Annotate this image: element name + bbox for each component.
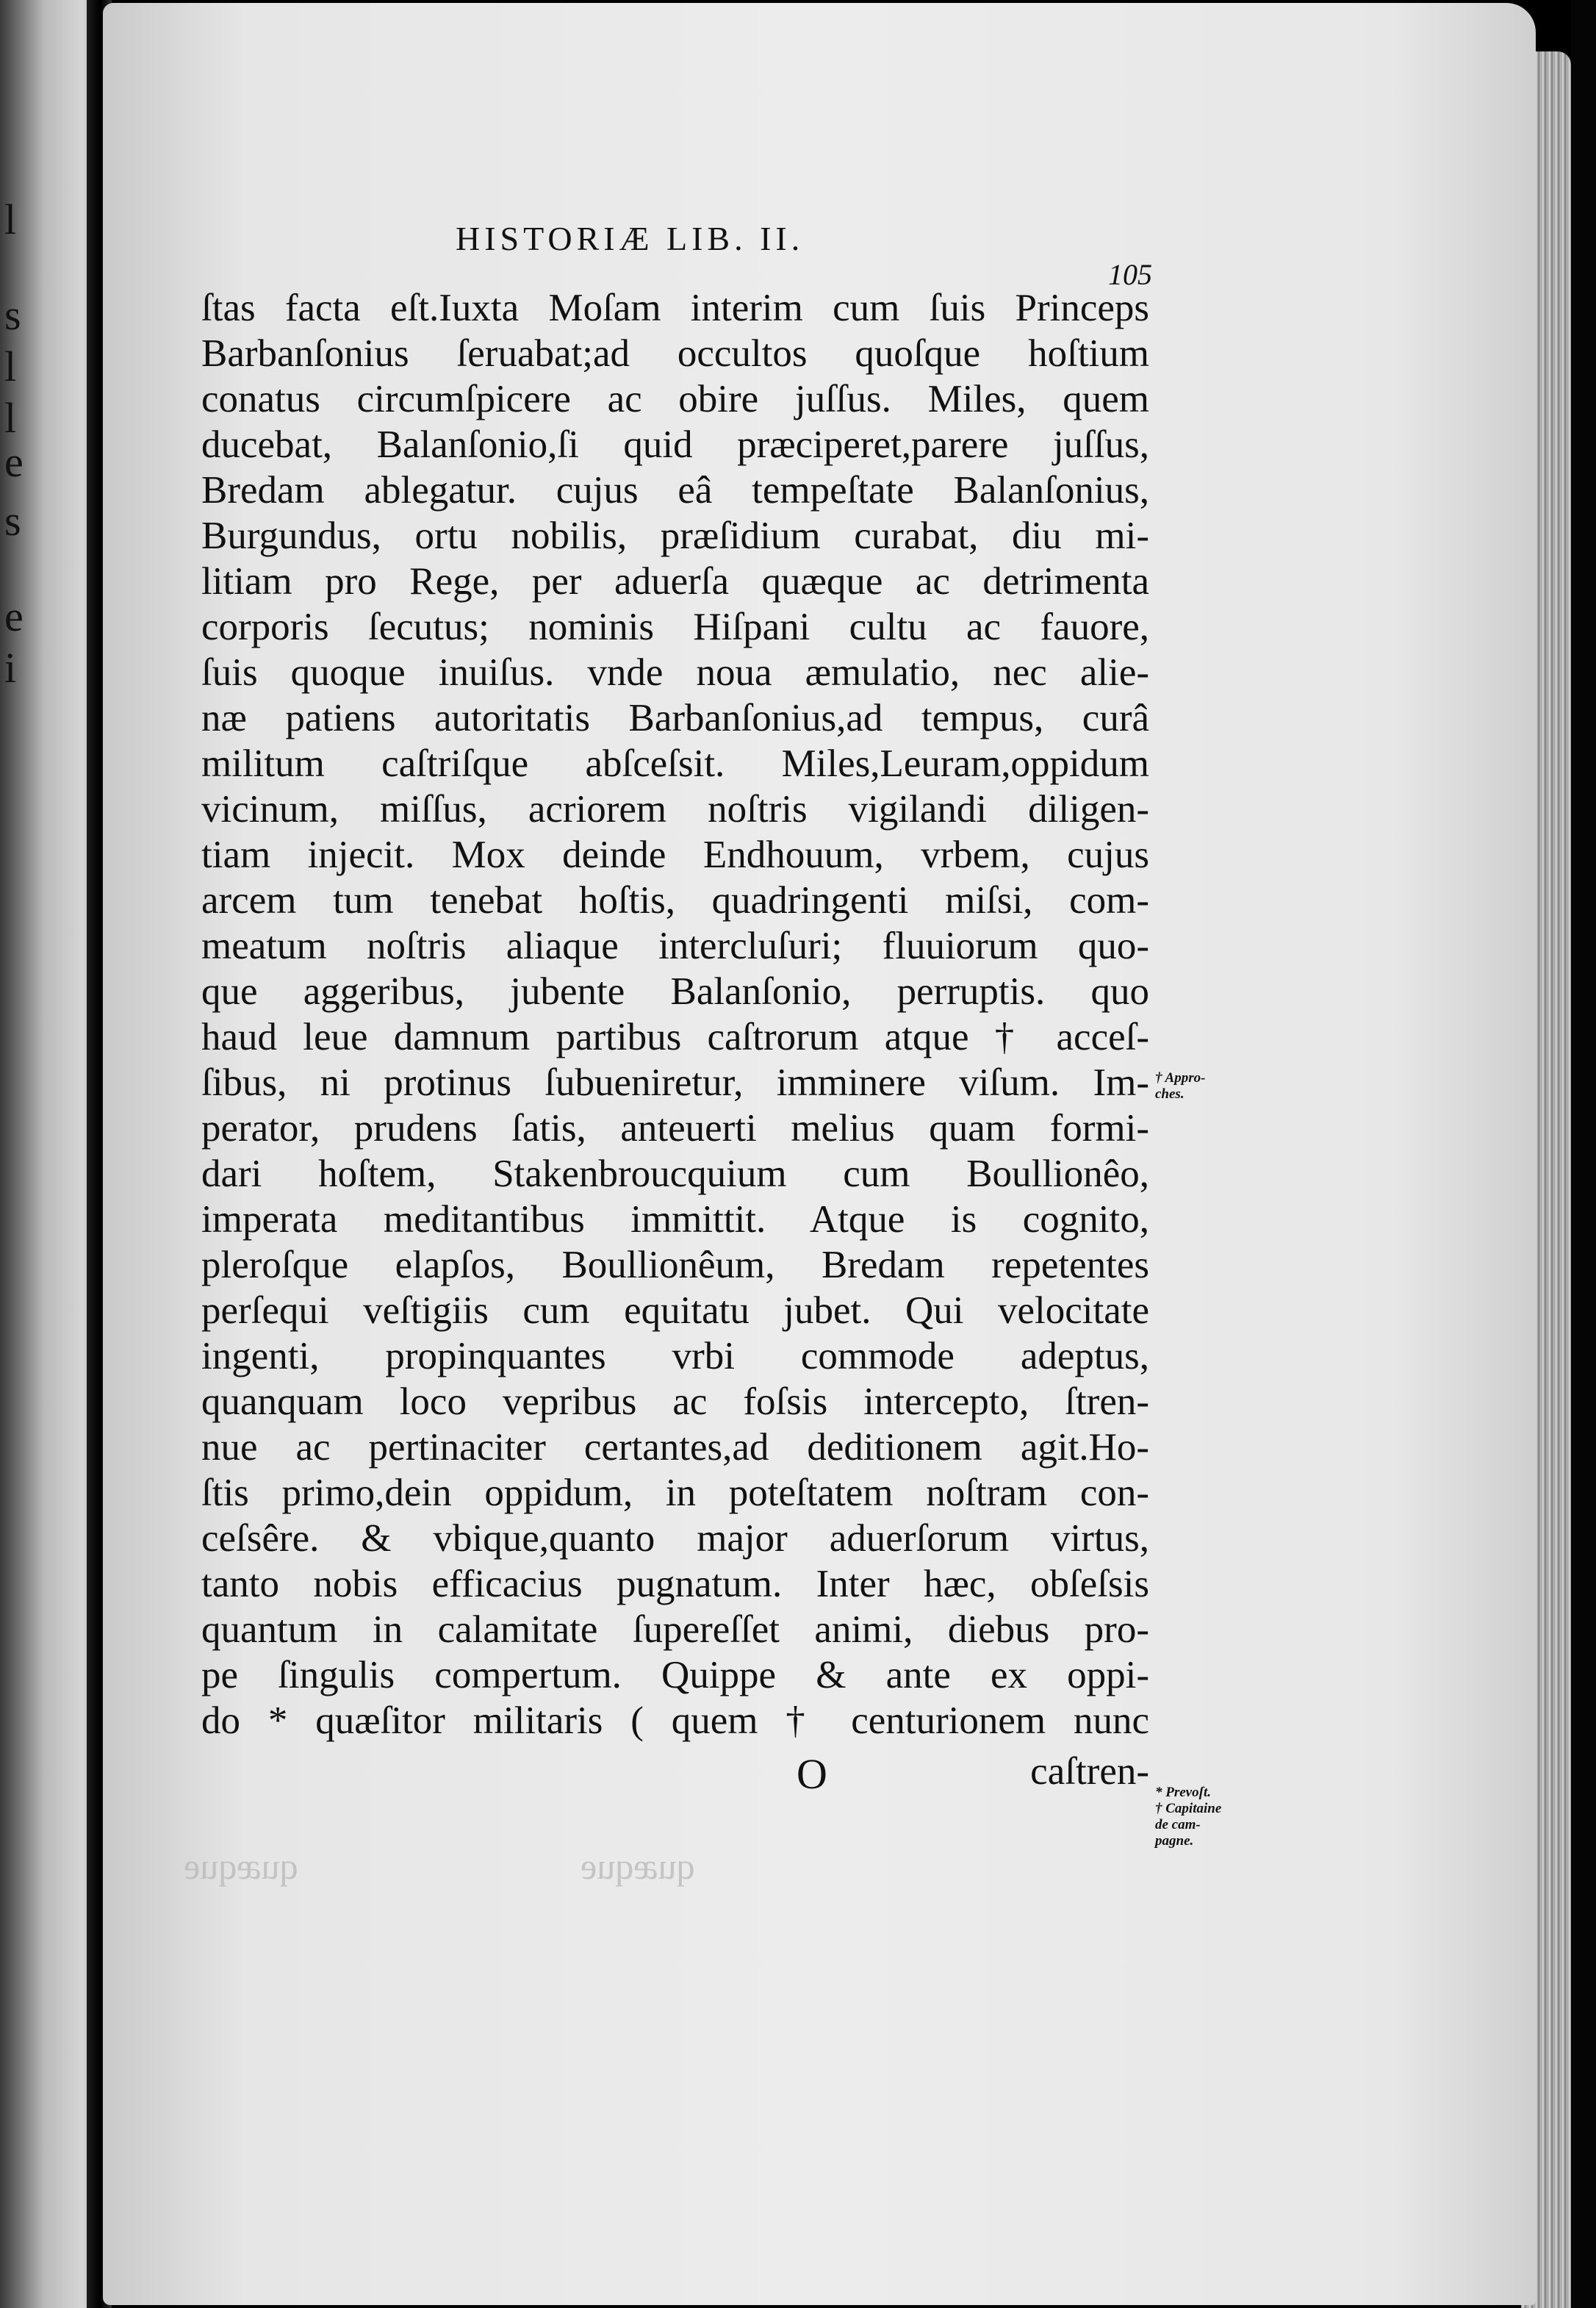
text-lines <box>201 285 1149 1743</box>
text-line: Bredam ablegatur. cujus eâ tempeſtate Balanſonius, <box>201 469 1149 512</box>
text-line: arcem tum tenebat hoſtis, quadringenti miſsi, com- <box>201 879 1149 922</box>
margin-note-line: † Capitaine <box>1155 1801 1222 1816</box>
margin-note-line: * Prevoſt. <box>1155 1785 1211 1800</box>
text-line: meatum noſtris aliaque intercluſuri; fluuiorum quo- <box>201 925 1149 967</box>
margin-note-approches <box>1155 1070 1205 1103</box>
margin-note-prevost <box>1155 1785 1221 1849</box>
text-line: vicinum, miſſus, acriorem noſtris vigilandi diligen- <box>201 788 1149 831</box>
text-line: ſibus, ni protinus ſubueniretur, imminere viſum. Im- <box>201 1061 1149 1104</box>
text-line: ſtas facta eſt.Iuxta Moſam interim cum ſuis Princeps <box>201 287 1149 329</box>
text-line: ducebat, Balanſonio,ſi quid præciperet,parere juſſus, <box>201 423 1149 466</box>
text-line: conatus circumſpicere ac obire juſſus. Miles, quem <box>201 378 1149 420</box>
previous-page-letter: i <box>4 644 17 692</box>
text-line: militum caſtriſque abſceſsit. Miles,Leuram,oppidum <box>201 742 1149 785</box>
catchword-row <box>201 1743 1149 1802</box>
margin-note-line: pagne. <box>1155 1833 1194 1849</box>
previous-page-letter: s <box>4 497 21 545</box>
text-line: ſtis primo,dein oppidum, in poteſtatem noſtram con- <box>201 1472 1149 1514</box>
text-line: quantum in calamitate ſupereſſet animi, diebus pro- <box>201 1608 1149 1651</box>
text-line: ceſsêre. & vbique,quanto major aduerſorum virtus, <box>201 1517 1149 1560</box>
running-head: HISTORIÆ LIB. II. <box>456 220 805 257</box>
show-through-text-right: quæque <box>580 1846 695 1887</box>
margin-note-line: † Appro- <box>1155 1070 1206 1086</box>
previous-page-letter: l <box>4 343 17 390</box>
show-through-text-left: quæque <box>184 1846 298 1887</box>
margin-note-line: ches. <box>1155 1086 1185 1102</box>
page-number: 105 <box>1108 258 1152 291</box>
catchword: caſtren- <box>1030 1750 1149 1793</box>
text-line: quanquam loco vepribus ac foſsis intercepto, ſtren- <box>201 1380 1149 1423</box>
body-text <box>201 285 1149 1802</box>
previous-page-letter: l <box>4 196 17 243</box>
text-line: do * quæſitor militaris ( quem † centurionem nunc <box>201 1699 1149 1742</box>
text-line: næ patiens autoritatis Barbanſonius,ad tempus, curâ <box>201 697 1149 739</box>
previous-page-letter: e <box>4 592 24 640</box>
text-line: perſequi veſtigiis cum equitatu jubet. Qui velocitate <box>201 1289 1149 1332</box>
text-line: tanto nobis efficacius pugnatum. Inter hæc, obſeſsis <box>201 1563 1149 1605</box>
text-line: litiam pro Rege, per aduerſa quæque ac detrimenta <box>201 560 1149 603</box>
previous-page-letter: e <box>4 438 24 486</box>
text-line: corporis ſecutus; nominis Hiſpani cultu ac fauore, <box>201 606 1149 648</box>
text-line: que aggeribus, jubente Balanſonio, perruptis. quo <box>201 970 1149 1013</box>
text-line: pleroſque elapſos, Boullionêum, Bredam repetentes <box>201 1244 1149 1286</box>
text-line: perator, prudens ſatis, anteuerti melius quam formi- <box>201 1107 1149 1150</box>
text-line: tiam injecit. Mox deinde Endhouum, vrbem, cujus <box>201 834 1149 876</box>
text-line: pe ſingulis compertum. Quippe & ante ex oppi- <box>201 1654 1149 1696</box>
text-line: ſuis quoque inuiſus. vnde noua æmulatio, nec alie- <box>201 651 1149 694</box>
text-line: dari hoſtem, Stakenbroucquium cum Boullionêo, <box>201 1153 1149 1195</box>
text-line: ingenti, propinquantes vrbi commode adeptus, <box>201 1335 1149 1377</box>
text-line: Burgundus, ortu nobilis, præſidium curabat, diu mi- <box>201 515 1149 557</box>
text-line: Barbanſonius ſeruabat;ad occultos quoſque hoſtium <box>201 332 1149 375</box>
background-shadow <box>1571 0 1596 2308</box>
signature-mark: O <box>797 1750 827 1798</box>
previous-page-letter: l <box>4 394 17 442</box>
text-line: imperata meditantibus immittit. Atque is cognito, <box>201 1198 1149 1241</box>
text-line: haud leue damnum partibus caſtrorum atque † acceſ- <box>201 1016 1149 1058</box>
text-line: nue ac pertinaciter certantes,ad deditionem agit.Ho- <box>201 1426 1149 1469</box>
previous-page-letter: s <box>4 291 21 339</box>
margin-note-line: de cam- <box>1155 1817 1201 1832</box>
